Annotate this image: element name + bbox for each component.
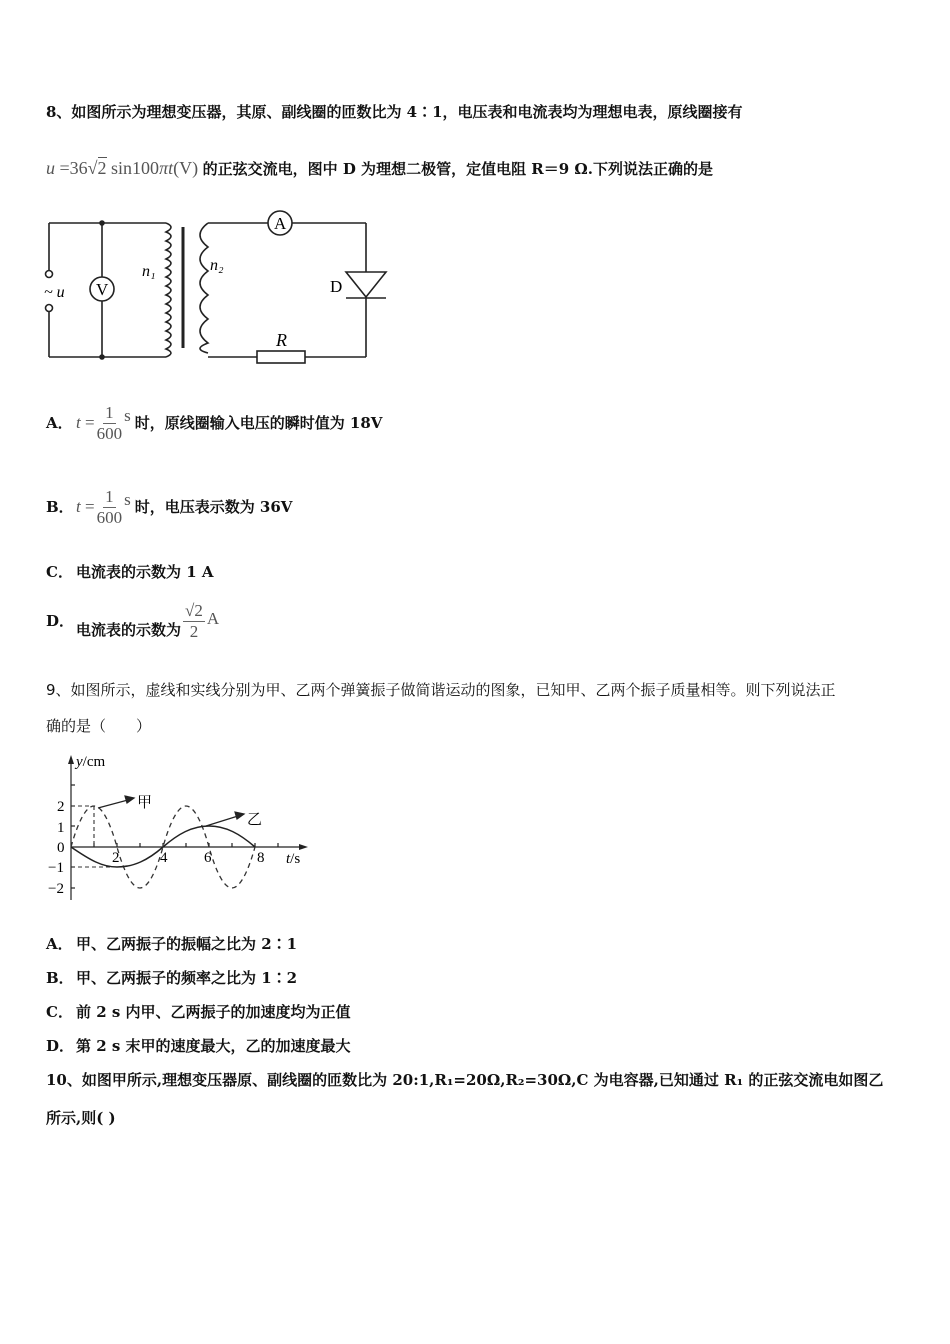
x-tick-8: 8 xyxy=(257,850,265,866)
formula-eq: =36 xyxy=(55,158,88,178)
formula-eq: = xyxy=(80,413,95,432)
unit: s xyxy=(124,490,131,509)
option-label: B． xyxy=(46,498,74,516)
formula-pi: π xyxy=(159,158,169,178)
y-tick-0: 0 xyxy=(57,840,65,856)
option-text: 电流表的示数为 1 A xyxy=(76,563,214,581)
q10-stem-line2: 所示,则( ) xyxy=(46,1109,116,1127)
formula-sin: sin100 xyxy=(106,158,160,178)
fraction xyxy=(97,403,123,444)
option-label: B． xyxy=(46,969,74,987)
option-text: 时，电压表示数为 36V xyxy=(134,498,293,516)
q9-option-a[interactable] xyxy=(46,934,297,954)
q9-option-c[interactable] xyxy=(46,1002,351,1022)
option-text: 甲、乙两振子的振幅之比为 2∶1 xyxy=(76,935,298,953)
label-yi: 乙 xyxy=(247,810,263,828)
formula-eq: = xyxy=(80,497,95,516)
q8-option-b[interactable] xyxy=(46,482,292,532)
formula-t: t xyxy=(76,497,81,516)
formula-t: t xyxy=(76,413,81,432)
x-tick-6: 6 xyxy=(204,850,212,866)
formula-sqrt: 2 xyxy=(97,158,107,178)
denominator: 2 xyxy=(189,621,199,641)
y-tick-neg2: −2 xyxy=(48,881,64,897)
q9-option-b[interactable] xyxy=(46,968,297,988)
q8-stem-text: 的正弦交流电，图中 D 为理想二极管，定值电阻 R＝9 Ω.下列说法正确的是 xyxy=(202,160,713,178)
formula-u: u xyxy=(46,158,55,178)
primary-coil-label: n₁ xyxy=(142,263,156,280)
x-tick-4: 4 xyxy=(160,850,168,866)
numerator: 1 xyxy=(105,486,114,506)
x-tick-2: 2 xyxy=(112,850,120,866)
source-label: ~ u xyxy=(44,284,65,301)
q8-option-d[interactable] xyxy=(46,596,219,646)
option-label: A． xyxy=(46,414,73,432)
option-text: 前 2 s 内甲、乙两振子的加速度均为正值 xyxy=(76,1003,351,1021)
q8-transformer-circuit xyxy=(40,200,400,370)
label-jia: 甲 xyxy=(137,793,153,811)
option-label: D． xyxy=(46,1037,75,1055)
formula-t: t xyxy=(168,158,174,178)
option-text: 时，原线圈输入电压的瞬时值为 18V xyxy=(134,414,383,432)
q8-stem-line2 xyxy=(46,158,713,179)
unit: A xyxy=(206,609,220,628)
numerator: 1 xyxy=(105,402,114,422)
q8-stem-line1: 8、如图所示为理想变压器，其原、副线圈的匝数比为 4∶1，电压表和电流表均为理想电表，原线圈接有 xyxy=(46,103,743,121)
junction-dot xyxy=(99,220,105,226)
x-axis-label: t/s xyxy=(286,851,301,867)
sqrt-icon: √ xyxy=(87,158,98,178)
q9-stem-line1: 9、如图所示，虚线和实线分别为甲、乙两个弹簧振子做简谐运动的图象，已知甲、乙两个振子质量相等。则下列说法正 xyxy=(46,681,836,699)
resistor-label: R xyxy=(276,330,287,350)
y-tick-neg1: −1 xyxy=(48,860,64,876)
q8-option-c[interactable] xyxy=(46,562,214,582)
ammeter-label: A xyxy=(274,214,287,233)
voltmeter-label: V xyxy=(96,280,109,299)
unit: s xyxy=(124,406,131,425)
fraction xyxy=(97,487,123,528)
denominator: 600 xyxy=(96,507,123,527)
option-label: A． xyxy=(46,935,73,953)
junction-dot xyxy=(99,354,105,360)
secondary-coil-label: n₂ xyxy=(210,257,224,274)
y-axis-label: y/cm xyxy=(76,754,106,770)
option-a-formula xyxy=(76,413,95,433)
option-text: 电流表的示数为 xyxy=(76,621,182,639)
denominator: 600 xyxy=(96,423,123,443)
q9-option-d[interactable] xyxy=(46,1036,351,1056)
diode-label: D xyxy=(330,277,343,296)
y-tick-2: 2 xyxy=(57,799,65,815)
q9-stem-line2: 确的是（ ） xyxy=(46,717,152,735)
option-text: 甲、乙两振子的频率之比为 1∶2 xyxy=(76,969,298,987)
q8-option-a[interactable] xyxy=(46,398,382,448)
q10-stem-line1: 10、如图甲所示,理想变压器原、副线圈的匝数比为 20:1,R₁=20Ω,R₂=30Ω,C 为电容器,已知通过 R₁ 的正弦交流电如图乙 xyxy=(46,1071,884,1089)
q8-voltage-formula xyxy=(46,157,203,178)
option-text: 第 2 s 末甲的速度最大，乙的加速度最大 xyxy=(76,1037,351,1055)
numerator: √2 xyxy=(185,600,203,620)
option-b-formula xyxy=(76,497,95,517)
q9-oscillation-graph xyxy=(40,750,320,905)
option-label: C． xyxy=(46,1003,73,1021)
y-tick-1: 1 xyxy=(57,820,65,836)
option-label: C． xyxy=(46,563,73,581)
option-label: D． xyxy=(46,612,75,630)
fraction xyxy=(183,601,205,642)
formula-unit: (V) xyxy=(173,158,199,178)
